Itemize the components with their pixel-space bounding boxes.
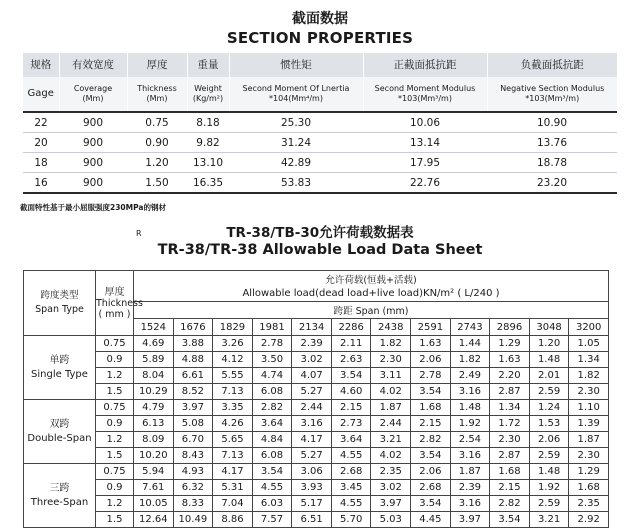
load-value-cell: 1.82 <box>450 352 490 368</box>
table-cell: 18.78 <box>536 156 568 169</box>
header-row-en <box>23 77 617 112</box>
header-cn-cell: 规格 <box>23 53 59 77</box>
load-value-cell: 5.31 <box>213 480 253 496</box>
thickness-cell: 1.2 <box>96 432 134 448</box>
load-value-cell: 4.69 <box>134 336 174 352</box>
load-value-cell: 2.11 <box>331 336 371 352</box>
load-value-cell: 6.08 <box>252 448 292 464</box>
load-row <box>24 480 609 496</box>
load-value-cell: 1.53 <box>529 416 569 432</box>
section-properties-title-en: SECTION PROPERTIES <box>226 29 414 47</box>
table-cell: 1.20 <box>145 156 169 169</box>
thickness-cell: 1.5 <box>96 384 134 400</box>
load-value-cell: 1.63 <box>411 336 451 352</box>
section-properties-table <box>23 53 617 194</box>
load-value-cell: 2.30 <box>569 384 609 400</box>
load-value-cell: 1.68 <box>411 400 451 416</box>
load-value-cell: 8.09 <box>134 432 174 448</box>
load-value-cell: 5.65 <box>213 432 253 448</box>
load-value-cell: 6.70 <box>173 432 213 448</box>
load-value-cell: 1.48 <box>450 400 490 416</box>
load-value-cell: 4.17 <box>213 464 253 480</box>
load-value-cell: 2.78 <box>252 336 292 352</box>
load-value-cell: 1.44 <box>450 336 490 352</box>
load-value-cell: 4.07 <box>292 368 332 384</box>
load-value-cell: 8.86 <box>213 512 253 528</box>
header-en-cell: Negative Section Modulus *103(Mm³/m) <box>487 77 617 112</box>
load-value-cell: 4.55 <box>252 480 292 496</box>
load-value-cell: 1.39 <box>569 416 609 432</box>
span-type-label: 单跨 Single Type <box>24 336 96 400</box>
table-cell: 53.83 <box>280 176 312 189</box>
load-value-cell: 2.30 <box>371 352 411 368</box>
load-row <box>24 384 609 400</box>
load-value-cell: 10.49 <box>173 512 213 528</box>
span-value: 2286 <box>331 319 371 336</box>
load-value-cell: 2.59 <box>529 496 569 512</box>
thickness-header-en: Thickness ( mm ) <box>96 297 143 320</box>
table-cell: 0.75 <box>145 116 169 129</box>
load-value-cell: 1.72 <box>490 416 530 432</box>
load-value-cell: 3.02 <box>371 480 411 496</box>
load-value-cell: 1.29 <box>569 464 609 480</box>
load-value-cell: 1.24 <box>529 400 569 416</box>
load-value-cell: 1.34 <box>569 352 609 368</box>
table-cell: 10.06 <box>409 116 441 129</box>
load-value-cell: 2.06 <box>411 464 451 480</box>
load-value-cell: 5.08 <box>173 416 213 432</box>
load-value-cell: 4.17 <box>292 432 332 448</box>
table-cell: 23.20 <box>536 176 568 189</box>
load-value-cell: 6.32 <box>173 480 213 496</box>
load-value-cell: 2.15 <box>490 480 530 496</box>
thickness-cell: 0.9 <box>96 416 134 432</box>
header-en-cell: Gage <box>23 77 59 112</box>
table-cell: 42.89 <box>280 156 312 169</box>
span-header: 跨距 Span (mm) <box>134 302 609 319</box>
load-row <box>24 336 609 352</box>
load-table-title-cn: TR-38/TB-30允许荷载数据表 <box>226 225 414 241</box>
table-cell: 13.10 <box>192 156 224 169</box>
load-row <box>24 368 609 384</box>
load-value-cell: 3.97 <box>173 400 213 416</box>
load-value-cell: 6.13 <box>134 416 174 432</box>
load-value-cell: 7.57 <box>252 512 292 528</box>
table-cell: 25.30 <box>280 116 312 129</box>
load-value-cell: 2.78 <box>411 368 451 384</box>
load-value-cell: 4.26 <box>213 416 253 432</box>
load-value-cell: 4.93 <box>173 464 213 480</box>
span-value: 3200 <box>569 319 609 336</box>
load-value-cell: 6.08 <box>252 384 292 400</box>
load-value-cell: 2.44 <box>371 416 411 432</box>
thickness-cell: 1.2 <box>96 496 134 512</box>
load-value-cell: 2.44 <box>292 400 332 416</box>
load-value-cell: 1.68 <box>490 464 530 480</box>
span-value: 3048 <box>529 319 569 336</box>
load-value-cell: 2.49 <box>450 368 490 384</box>
load-value-cell: 5.94 <box>134 464 174 480</box>
header-cn-cell: 正截面抵抗距 <box>363 53 487 77</box>
load-value-cell: 1.05 <box>569 336 609 352</box>
load-value-cell: 3.54 <box>252 464 292 480</box>
span-value: 2743 <box>450 319 490 336</box>
load-value-cell: 3.35 <box>213 400 253 416</box>
load-value-cell: 1.82 <box>569 368 609 384</box>
span-value: 1829 <box>213 319 253 336</box>
table-cell: 10.90 <box>536 116 568 129</box>
load-value-cell: 5.70 <box>331 512 371 528</box>
load-value-cell: 1.34 <box>490 400 530 416</box>
load-value-cell: 3.54 <box>490 512 530 528</box>
load-value-cell: 8.04 <box>134 368 174 384</box>
header-cn-cell: 有效宽度 <box>59 53 127 77</box>
load-value-cell: 3.54 <box>411 448 451 464</box>
load-value-cell: 2.35 <box>569 496 609 512</box>
span-type-label: 三跨 Three-Span <box>24 464 96 528</box>
load-value-cell: 2.59 <box>529 384 569 400</box>
load-value-cell: 3.16 <box>292 416 332 432</box>
load-value-cell: 7.13 <box>213 384 253 400</box>
load-value-cell: 2.87 <box>490 448 530 464</box>
table-cell: 31.24 <box>280 136 312 149</box>
load-value-cell: 5.89 <box>134 352 174 368</box>
span-value: 2134 <box>292 319 332 336</box>
table-row <box>23 173 617 194</box>
load-value-cell: 2.06 <box>411 352 451 368</box>
load-value-cell: 1.87 <box>371 400 411 416</box>
table-cell: 16 <box>34 176 48 189</box>
load-value-cell: 3.64 <box>252 416 292 432</box>
load-value-cell: 4.79 <box>134 400 174 416</box>
header-en-cell: Coverage (Mm) <box>59 77 127 112</box>
load-value-cell: 4.74 <box>252 368 292 384</box>
table-cell: 9.82 <box>196 136 220 149</box>
load-value-cell: 3.54 <box>331 368 371 384</box>
load-value-cell: 2.68 <box>331 464 371 480</box>
r-mark: R <box>136 229 142 238</box>
load-value-cell: 2.87 <box>490 384 530 400</box>
span-value: 1524 <box>134 319 174 336</box>
load-value-cell: 5.17 <box>292 496 332 512</box>
span-value: 1981 <box>252 319 292 336</box>
table-cell: 22 <box>34 116 48 129</box>
load-row <box>24 352 609 368</box>
load-value-cell: 2.54 <box>450 432 490 448</box>
load-value-cell: 3.97 <box>371 496 411 512</box>
load-value-cell: 3.21 <box>371 432 411 448</box>
table-cell: 900 <box>82 116 104 129</box>
load-value-cell: 2.59 <box>529 448 569 464</box>
load-value-cell: 4.55 <box>331 496 371 512</box>
load-value-cell: 7.04 <box>213 496 253 512</box>
load-value-cell: 2.82 <box>252 400 292 416</box>
load-value-cell: 3.16 <box>450 448 490 464</box>
load-value-cell: 5.27 <box>292 448 332 464</box>
load-value-cell: 3.16 <box>450 496 490 512</box>
span-value: 2896 <box>490 319 530 336</box>
load-value-cell: 1.82 <box>371 336 411 352</box>
load-value-cell: 3.26 <box>213 336 253 352</box>
load-value-cell: 8.52 <box>173 384 213 400</box>
load-value-cell: 4.55 <box>331 448 371 464</box>
header-en-cell: Second Moment Modulus *103(Mm³/m) <box>363 77 487 112</box>
load-value-cell: 1.87 <box>569 432 609 448</box>
load-value-cell: 1.92 <box>529 480 569 496</box>
thickness-header-cn: 厚度 <box>104 286 125 298</box>
load-value-cell: 10.20 <box>134 448 174 464</box>
load-value-cell: 2.30 <box>569 448 609 464</box>
thickness-cell: 0.9 <box>96 480 134 496</box>
load-value-cell: 3.97 <box>450 512 490 528</box>
table-cell: 8.18 <box>196 116 220 129</box>
table-cell: 16.35 <box>192 176 224 189</box>
load-value-cell: 4.84 <box>252 432 292 448</box>
load-value-cell: 2.01 <box>529 368 569 384</box>
load-value-cell: 5.03 <box>371 512 411 528</box>
table-cell: 900 <box>82 136 104 149</box>
load-value-cell: 2.15 <box>411 416 451 432</box>
load-value-cell: 3.02 <box>292 352 332 368</box>
load-row <box>24 416 609 432</box>
thickness-cell: 0.75 <box>96 336 134 352</box>
load-value-cell: 3.54 <box>411 384 451 400</box>
section-note: 截面特性基于最小屈服强度230MPa的钢材 <box>20 203 166 212</box>
load-value-cell: 3.06 <box>292 464 332 480</box>
load-value-cell: 1.48 <box>529 464 569 480</box>
load-value-cell: 3.45 <box>331 480 371 496</box>
load-value-cell: 1.68 <box>569 480 609 496</box>
load-value-cell: 2.82 <box>411 432 451 448</box>
load-value-cell: 6.61 <box>173 368 213 384</box>
header-en-cell: Second Moment Of Lnertia *104(Mm⁴/m) <box>229 77 363 112</box>
load-value-cell: 10.05 <box>134 496 174 512</box>
load-row <box>24 448 609 464</box>
load-value-cell: 3.16 <box>450 384 490 400</box>
span-type-label: 双跨 Double-Span <box>24 400 96 464</box>
header-row-cn <box>23 53 617 77</box>
load-value-cell: 5.55 <box>213 368 253 384</box>
load-value-cell: 2.06 <box>529 432 569 448</box>
table-cell: 900 <box>82 156 104 169</box>
load-value-cell: 10.29 <box>134 384 174 400</box>
header-en-cell: Weight (Kg/m²) <box>187 77 229 112</box>
load-value-cell: 3.88 <box>173 336 213 352</box>
table-cell: 13.14 <box>409 136 441 149</box>
table-cell: 20 <box>34 136 48 149</box>
section-properties-title-cn: 截面数据 <box>292 11 348 27</box>
load-value-cell: 3.93 <box>292 480 332 496</box>
load-value-cell: 1.29 <box>490 336 530 352</box>
header-cn-cell: 惯性矩 <box>229 53 363 77</box>
load-value-cell: 2.82 <box>490 496 530 512</box>
table-row <box>23 153 617 173</box>
thickness-cell: 0.9 <box>96 352 134 368</box>
load-value-cell: 1.87 <box>450 464 490 480</box>
load-header-row-1 <box>24 271 609 287</box>
load-value-cell: 3.50 <box>252 352 292 368</box>
load-row <box>24 464 609 480</box>
load-value-cell: 1.63 <box>490 352 530 368</box>
table-row <box>23 112 617 133</box>
load-table-title-en: TR-38/TR-38 Allowable Load Data Sheet <box>157 242 483 258</box>
load-row <box>24 496 609 512</box>
load-value-cell: 5.27 <box>292 384 332 400</box>
load-value-cell: 2.30 <box>490 432 530 448</box>
load-value-cell: 3.64 <box>331 432 371 448</box>
load-value-cell: 8.33 <box>173 496 213 512</box>
span-value: 1676 <box>173 319 213 336</box>
table-cell: 900 <box>82 176 104 189</box>
header-cn-cell: 重量 <box>187 53 229 77</box>
load-header-en: Allowable load(dead load+live load)KN/m² ( L/240 ) <box>134 286 609 302</box>
load-value-cell: 4.02 <box>371 384 411 400</box>
table-cell: 18 <box>34 156 48 169</box>
load-value-cell: 4.45 <box>411 512 451 528</box>
table-cell: 0.90 <box>145 136 169 149</box>
thickness-cell: 0.75 <box>96 400 134 416</box>
load-value-cell: 2.73 <box>331 416 371 432</box>
thickness-header <box>96 271 143 336</box>
table-cell: 1.50 <box>145 176 169 189</box>
load-value-cell: 2.39 <box>450 480 490 496</box>
load-value-cell: 3.21 <box>529 512 569 528</box>
load-value-cell: 2.39 <box>292 336 332 352</box>
load-value-cell: 2.92 <box>569 512 609 528</box>
load-value-cell: 4.02 <box>371 448 411 464</box>
thickness-cell: 1.5 <box>96 512 134 528</box>
table-cell: 17.95 <box>409 156 441 169</box>
load-value-cell: 4.12 <box>213 352 253 368</box>
thickness-cell: 1.5 <box>96 448 134 464</box>
load-value-cell: 1.20 <box>529 336 569 352</box>
header-cn-cell: 厚度 <box>127 53 187 77</box>
span-value: 2438 <box>371 319 411 336</box>
load-value-cell: 2.20 <box>490 368 530 384</box>
load-value-cell: 1.92 <box>450 416 490 432</box>
load-row <box>24 512 609 528</box>
load-value-cell: 8.43 <box>173 448 213 464</box>
load-value-cell: 4.60 <box>331 384 371 400</box>
load-row <box>24 400 609 416</box>
table-cell: 22.76 <box>409 176 441 189</box>
load-value-cell: 6.03 <box>252 496 292 512</box>
load-header-cn: 允许荷载(恒载+活载) <box>134 271 609 287</box>
load-value-cell: 2.68 <box>411 480 451 496</box>
load-value-cell: 7.13 <box>213 448 253 464</box>
load-value-cell: 3.54 <box>411 496 451 512</box>
load-value-cell: 2.63 <box>331 352 371 368</box>
thickness-cell: 1.2 <box>96 368 134 384</box>
load-value-cell: 3.11 <box>371 368 411 384</box>
allowable-load-table <box>23 270 609 528</box>
table-cell: 13.76 <box>536 136 568 149</box>
load-value-cell: 2.35 <box>371 464 411 480</box>
load-value-cell: 4.88 <box>173 352 213 368</box>
load-value-cell: 7.61 <box>134 480 174 496</box>
load-value-cell: 1.10 <box>569 400 609 416</box>
thickness-cell: 0.75 <box>96 464 134 480</box>
load-value-cell: 2.15 <box>331 400 371 416</box>
load-value-cell: 1.48 <box>529 352 569 368</box>
header-en-cell: Thickness (Mm) <box>127 77 187 112</box>
span-value: 2591 <box>411 319 451 336</box>
load-value-cell: 6.51 <box>292 512 332 528</box>
load-row <box>24 432 609 448</box>
span-type-header: 跨度类型 Span Type <box>24 271 96 336</box>
load-value-cell: 12.64 <box>134 512 174 528</box>
header-cn-cell: 负截面抵抗距 <box>487 53 617 77</box>
table-row <box>23 133 617 153</box>
